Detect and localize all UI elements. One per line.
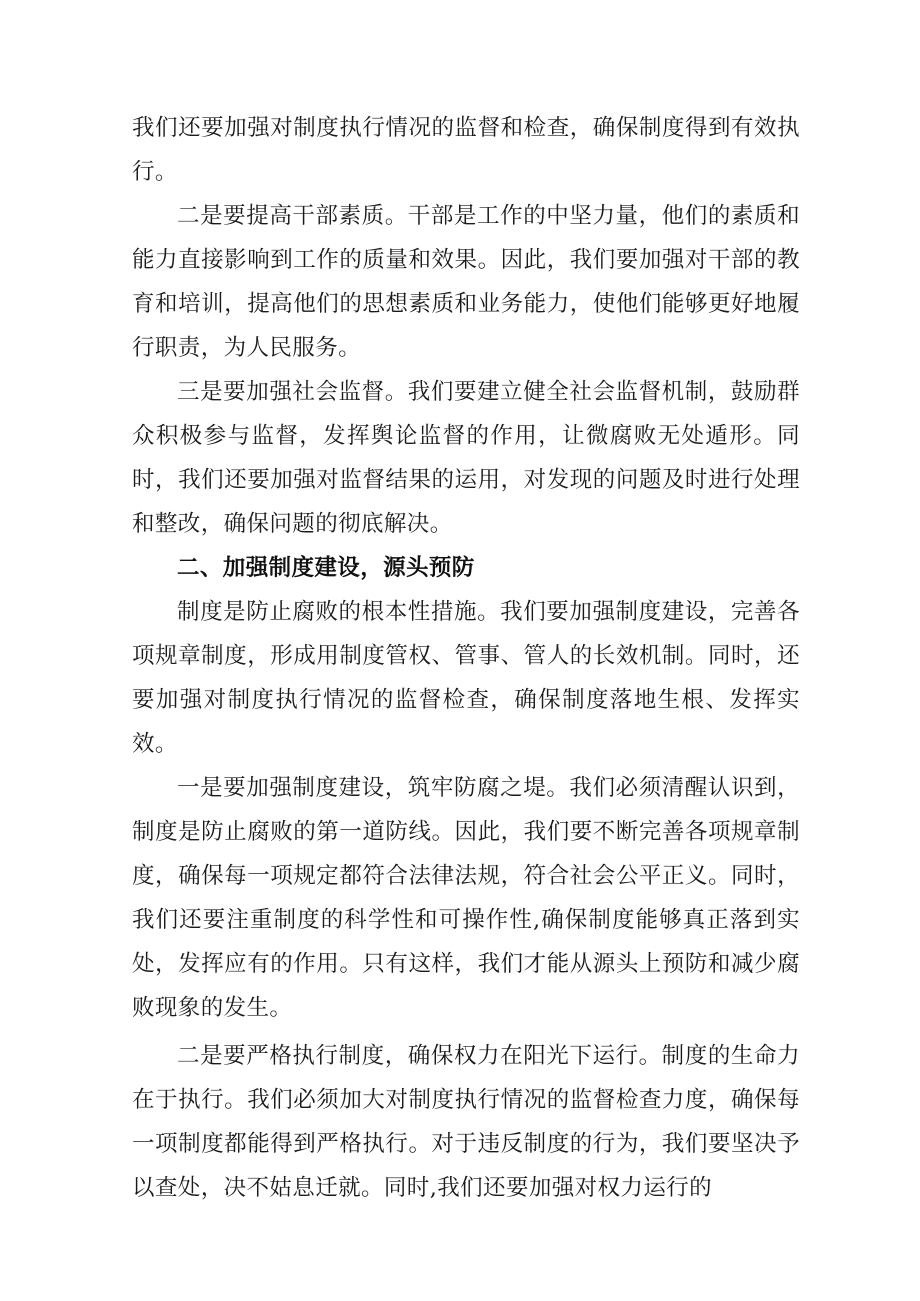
paragraph-social-supervision: 三是要加强社会监督。我们要建立健全社会监督机制，鼓励群众积极参与监督，发挥舆论监督的作用，让微腐败无处遁形。同时，我们还要加强对监督结果的运用，对发现的问题及时进行处理和整改，确保问题的彻底解决。 [132,379,800,537]
paragraph-system-measures: 制度是防止腐败的根本性措施。我们要加强制度建设，完善各项规章制度，形成用制度管权、管事、管人的长效机制。同时，还要加强对制度执行情况的监督检查，确保制度落地生根、发挥实效。 [132,599,800,757]
paragraph-system-building: 一是要加强制度建设，筑牢防腐之堤。我们必须清醒认识到，制度是防止腐败的第一道防线。因此，我们要不断完善各项规章制度，确保每一项规定都符合法律法规，符合社会公平正义。同时，我们还要注重制度的科学性和可操作性,确保制度能够真正落到实处，发挥应有的作用。只有这样，我们才能从源头上预防和减少腐败现象的发生。 [132,775,800,1021]
section-heading: 二、加强制度建设，源头预防 [177,555,475,581]
paragraph-strict-execution: 二是要严格执行制度，确保权力在阳光下运行。制度的生命力在于执行。我们必须加大对制度执行情况的监督检查力度，确保每一项制度都能得到严格执行。对于违反制度的行为，我们要坚决予以查处，决不姑息迁就。同时,我们还要加强对权力运行的 [132,1043,800,1201]
paragraph-cadre-quality: 二是要提高干部素质。干部是工作的中坚力量，他们的素质和能力直接影响到工作的质量和效果。因此，我们要加强对干部的教育和培训，提高他们的思想素质和业务能力，使他们能够更好地履行职责，为人民服务。 [132,203,800,361]
document-body [132,106,800,1210]
paragraph-continuation: 我们还要加强对制度执行情况的监督和检查，确保制度得到有效执行。 [132,115,800,185]
